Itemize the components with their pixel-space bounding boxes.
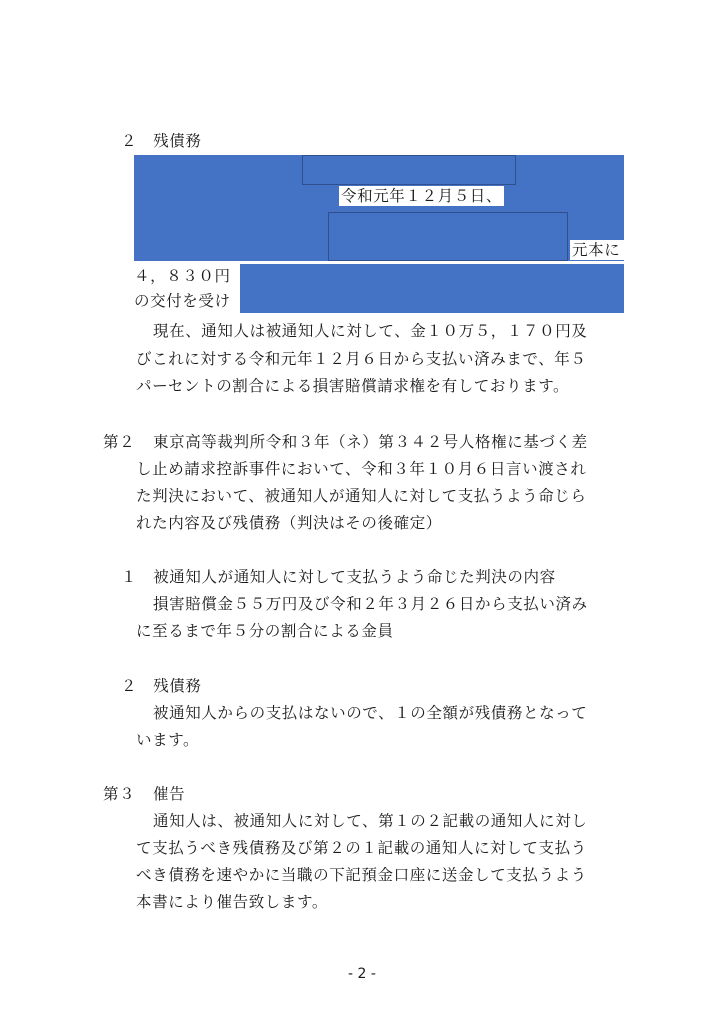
redaction-block <box>240 264 624 313</box>
text-line: います。 <box>136 731 200 749</box>
visible-text-fragment: 元本に <box>570 240 626 260</box>
text-line: 現在、通知人は被通知人に対して、金１０万５，１７０円及 <box>153 322 588 340</box>
section-title: 催告 <box>153 785 186 803</box>
text-line: 本書により催告致します。 <box>136 893 328 911</box>
text-line: 被通知人からの支払はないので、１の全額が残債務となって <box>153 704 588 722</box>
text-line: パーセントの割合による損害賠償請求権を有しております。 <box>136 377 570 395</box>
amount-text: ４，８３０円 <box>134 267 231 285</box>
text-line: べき債務を速やかに当職の下記預金口座に送金して支払うよう <box>136 866 587 884</box>
text-line: れた内容及び残債務（判決はその後確定） <box>136 514 442 532</box>
page-number: - 2 - <box>348 966 376 982</box>
section-label: 第３ <box>103 785 136 803</box>
text-line: 通知人は、被通知人に対して、第１の２記載の通知人に対し <box>153 812 588 830</box>
item-heading: ２ 残債務 <box>121 677 202 695</box>
item-heading: １ 被通知人が通知人に対して支払うよう命じた判決の内容 <box>121 568 556 586</box>
text-line: た判決において、被通知人が通知人に対して支払うよう命じら <box>136 487 587 505</box>
visible-text-fragment: 令和元年１２月５日、 <box>341 187 503 205</box>
section-label: 第２ <box>103 433 136 451</box>
text-line: 損害賠償金５５万円及び令和２年３月２６日から支払い済み <box>153 595 588 613</box>
text-line: びこれに対する令和元年１２月６日から支払い済みまで、年５ <box>136 350 587 368</box>
text-line: の交付を受け <box>134 292 231 310</box>
text-line: に至るまで年５分の割合による金員 <box>136 622 394 640</box>
text-line: て支払うべき残債務及び第２の１記載の通知人に対して支払う <box>136 839 587 857</box>
redaction-block <box>302 155 516 185</box>
redaction-block <box>328 212 568 261</box>
text-line: し止め請求控訴事件において、令和３年１０月６日言い渡され <box>136 460 587 478</box>
text-line: 東京高等裁判所令和３年（ネ）第３４２号人格権に基づく差 <box>153 433 588 451</box>
subsection-heading: ２ 残債務 <box>121 132 202 150</box>
